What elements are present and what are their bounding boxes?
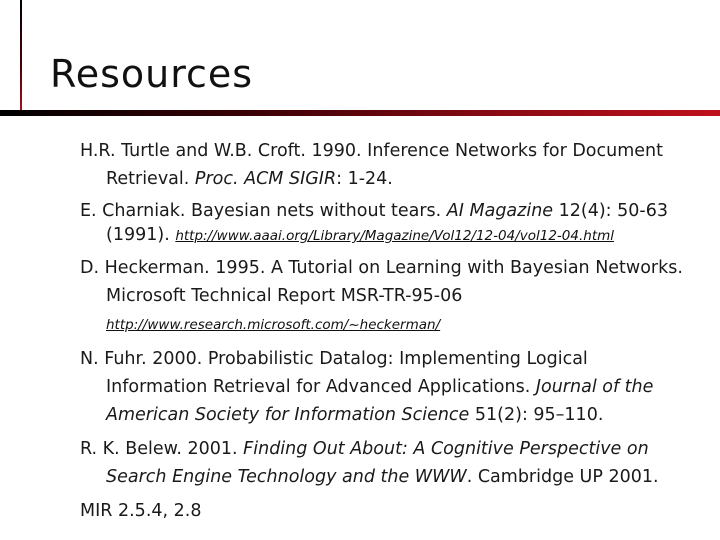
- reference-text: [80, 165, 700, 193]
- reference-venue: American Society for Information Science: [106, 405, 470, 425]
- aaai-link[interactable]: http://www.aaai.org/Library/Magazine/Vol12/12-04/vol12-04.html: [175, 228, 615, 244]
- title-underline-bar: [0, 110, 720, 116]
- reference-text: H.R. Turtle and W.B. Croft. 1990. Inference Networks for Document: [80, 141, 663, 161]
- reference-text: D. Heckerman. 1995. A Tutorial on Learning with Bayesian Networks.: [80, 258, 683, 278]
- reference-text: Microsoft Technical Report MSR-TR-95-06: [106, 286, 463, 306]
- reference-belew: [80, 435, 700, 491]
- reference-fuhr: [80, 345, 700, 429]
- reference-text: [80, 463, 700, 491]
- reference-fragment: Information Retrieval for Advanced Applications.: [106, 377, 536, 397]
- reference-charniak: [80, 199, 700, 248]
- reference-text: N. Fuhr. 2000. Probabilistic Datalog: Implementing Logical: [80, 349, 588, 369]
- reference-fragment: 12(4): 50-63: [553, 201, 668, 221]
- reference-list: [80, 137, 700, 531]
- slide-title: Resources: [50, 52, 254, 96]
- reference-mir: [80, 497, 700, 525]
- reference-turtle-croft: [80, 137, 700, 193]
- reference-venue: Proc. ACM SIGIR: [194, 169, 337, 189]
- reference-book-title: Finding Out About: A Cognitive Perspective on: [243, 439, 649, 459]
- reference-venue: Journal of the: [535, 377, 654, 397]
- reference-text: MIR 2.5.4, 2.8: [80, 501, 202, 521]
- reference-fragment: R. K. Belew. 2001.: [80, 439, 244, 459]
- reference-fragment: . Cambridge UP 2001.: [466, 467, 659, 487]
- reference-text: [80, 401, 700, 429]
- heckerman-link[interactable]: http://www.research.microsoft.com/~heckerman/: [106, 317, 441, 333]
- reference-link-line: [80, 310, 700, 339]
- reference-text: [80, 435, 700, 463]
- reference-text: [80, 223, 700, 248]
- reference-text: [80, 373, 700, 401]
- reference-heckerman: [80, 254, 700, 339]
- reference-venue: AI Magazine: [446, 201, 554, 221]
- reference-fragment: Retrieval.: [106, 169, 195, 189]
- title-accent-vertical: [20, 0, 22, 110]
- reference-fragment: : 1-24.: [336, 169, 393, 189]
- reference-fragment: (1991).: [106, 225, 176, 245]
- reference-fragment: 51(2): 95–110.: [469, 405, 604, 425]
- reference-text: [80, 199, 700, 223]
- reference-book-title: Search Engine Technology and the WWW: [106, 467, 467, 487]
- reference-fragment: E. Charniak. Bayesian nets without tears.: [80, 201, 447, 221]
